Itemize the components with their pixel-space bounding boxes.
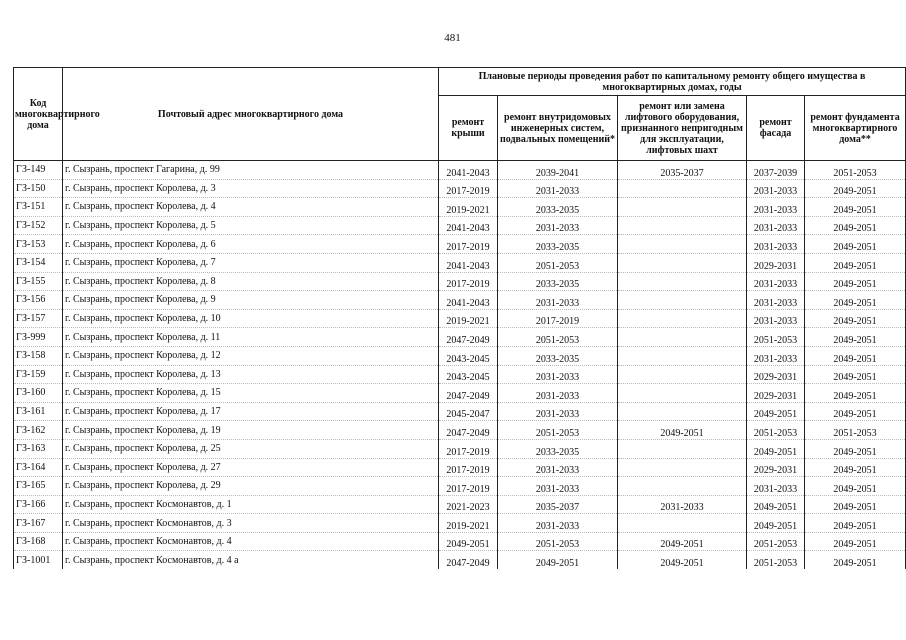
cell-code: ГЗ-158 [14, 346, 63, 365]
cell-address: г. Сызрань, проспект Королева, д. 25 [63, 439, 439, 458]
cell-address: г. Сызрань, проспект Королева, д. 29 [63, 477, 439, 496]
cell-engineering: 2033-2035 [498, 346, 618, 365]
cell-code: ГЗ-160 [14, 384, 63, 403]
cell-facade: 2031-2033 [747, 235, 805, 254]
cell-elevator: 2031-2033 [618, 495, 747, 514]
cell-foundation: 2049-2051 [805, 551, 906, 569]
cell-engineering: 2051-2053 [498, 253, 618, 272]
cell-elevator: 2049-2051 [618, 532, 747, 551]
cell-engineering: 2033-2035 [498, 272, 618, 291]
cell-foundation: 2049-2051 [805, 346, 906, 365]
table-row [14, 439, 906, 458]
cell-elevator [618, 477, 747, 496]
table-row [14, 272, 906, 291]
cell-roof: 2019-2021 [439, 198, 498, 217]
table-row [14, 291, 906, 310]
cell-address: г. Сызрань, проспект Гагарина, д. 99 [63, 161, 439, 180]
cell-elevator: 2035-2037 [618, 161, 747, 180]
cell-address: г. Сызрань, проспект Королева, д. 7 [63, 253, 439, 272]
cell-elevator [618, 402, 747, 421]
cell-elevator: 2049-2051 [618, 421, 747, 440]
cell-code: ГЗ-161 [14, 402, 63, 421]
cell-address: г. Сызрань, проспект Королева, д. 9 [63, 291, 439, 310]
table-row [14, 458, 906, 477]
column-header-foundation: ремонт фундамента многоквартирного дома** [805, 96, 906, 161]
column-header-address: Почтовый адрес многоквартирного дома [63, 68, 439, 161]
column-header-code: Код многоквартирного дома [14, 68, 63, 161]
cell-elevator [618, 328, 747, 347]
cell-foundation: 2049-2051 [805, 291, 906, 310]
table-row [14, 253, 906, 272]
cell-facade: 2031-2033 [747, 477, 805, 496]
table-row [14, 551, 906, 569]
cell-engineering: 2031-2033 [498, 514, 618, 533]
cell-roof: 2041-2043 [439, 291, 498, 310]
cell-address: г. Сызрань, проспект Королева, д. 17 [63, 402, 439, 421]
cell-roof: 2017-2019 [439, 458, 498, 477]
cell-code: ГЗ-164 [14, 458, 63, 477]
cell-roof: 2041-2043 [439, 253, 498, 272]
table-row [14, 402, 906, 421]
cell-facade: 2049-2051 [747, 402, 805, 421]
cell-code: ГЗ-166 [14, 495, 63, 514]
cell-elevator [618, 309, 747, 328]
cell-roof: 2047-2049 [439, 551, 498, 569]
cell-foundation: 2051-2053 [805, 421, 906, 440]
cell-elevator [618, 179, 747, 198]
cell-engineering: 2033-2035 [498, 439, 618, 458]
column-header-elevator: ремонт или замена лифтового оборудования, признанного непригодным для эксплуатации, лифтовых шахт [618, 96, 747, 161]
cell-roof: 2049-2051 [439, 532, 498, 551]
cell-elevator [618, 272, 747, 291]
cell-engineering: 2051-2053 [498, 328, 618, 347]
cell-facade: 2031-2033 [747, 291, 805, 310]
table-row [14, 421, 906, 440]
cell-roof: 2041-2043 [439, 216, 498, 235]
cell-foundation: 2049-2051 [805, 402, 906, 421]
cell-facade: 2049-2051 [747, 514, 805, 533]
cell-address: г. Сызрань, проспект Королева, д. 3 [63, 179, 439, 198]
cell-code: ГЗ-150 [14, 179, 63, 198]
cell-elevator [618, 439, 747, 458]
cell-roof: 2043-2045 [439, 346, 498, 365]
column-header-facade: ремонт фасада [747, 96, 805, 161]
cell-facade: 2051-2053 [747, 551, 805, 569]
cell-facade: 2029-2031 [747, 384, 805, 403]
cell-elevator [618, 384, 747, 403]
table-header [14, 68, 906, 161]
cell-facade: 2031-2033 [747, 346, 805, 365]
cell-foundation: 2049-2051 [805, 253, 906, 272]
cell-elevator: 2049-2051 [618, 551, 747, 569]
cell-roof: 2047-2049 [439, 384, 498, 403]
cell-foundation: 2049-2051 [805, 272, 906, 291]
cell-address: г. Сызрань, проспект Космонавтов, д. 4 а [63, 551, 439, 569]
cell-address: г. Сызрань, проспект Королева, д. 10 [63, 309, 439, 328]
cell-code: ГЗ-167 [14, 514, 63, 533]
cell-facade: 2029-2031 [747, 253, 805, 272]
cell-address: г. Сызрань, проспект Королева, д. 12 [63, 346, 439, 365]
cell-roof: 2017-2019 [439, 477, 498, 496]
cell-roof: 2021-2023 [439, 495, 498, 514]
cell-foundation: 2049-2051 [805, 328, 906, 347]
cell-code: ГЗ-154 [14, 253, 63, 272]
cell-engineering: 2031-2033 [498, 216, 618, 235]
cell-address: г. Сызрань, проспект Королева, д. 4 [63, 198, 439, 217]
cell-foundation: 2049-2051 [805, 458, 906, 477]
cell-address: г. Сызрань, проспект Королева, д. 27 [63, 458, 439, 477]
cell-roof: 2041-2043 [439, 161, 498, 180]
cell-facade: 2029-2031 [747, 458, 805, 477]
table-row [14, 477, 906, 496]
table-row [14, 328, 906, 347]
cell-address: г. Сызрань, проспект Королева, д. 11 [63, 328, 439, 347]
cell-foundation: 2051-2053 [805, 161, 906, 180]
cell-facade: 2031-2033 [747, 198, 805, 217]
cell-address: г. Сызрань, проспект Королева, д. 8 [63, 272, 439, 291]
table-row [14, 198, 906, 217]
cell-foundation: 2049-2051 [805, 384, 906, 403]
cell-address: г. Сызрань, проспект Королева, д. 6 [63, 235, 439, 254]
cell-roof: 2017-2019 [439, 179, 498, 198]
cell-foundation: 2049-2051 [805, 309, 906, 328]
cell-engineering: 2051-2053 [498, 421, 618, 440]
cell-code: ГЗ-155 [14, 272, 63, 291]
cell-code: ГЗ-152 [14, 216, 63, 235]
cell-address: г. Сызрань, проспект Космонавтов, д. 4 [63, 532, 439, 551]
cell-foundation: 2049-2051 [805, 439, 906, 458]
table-row [14, 532, 906, 551]
table-row [14, 365, 906, 384]
cell-foundation: 2049-2051 [805, 514, 906, 533]
cell-facade: 2049-2051 [747, 439, 805, 458]
cell-roof: 2045-2047 [439, 402, 498, 421]
table-row [14, 495, 906, 514]
cell-engineering: 2031-2033 [498, 179, 618, 198]
table-row [14, 161, 906, 180]
page-number: 481 [444, 32, 461, 44]
cell-facade: 2031-2033 [747, 216, 805, 235]
cell-elevator [618, 365, 747, 384]
cell-code: ГЗ-156 [14, 291, 63, 310]
cell-code: ГЗ-159 [14, 365, 63, 384]
cell-address: г. Сызрань, проспект Королева, д. 13 [63, 365, 439, 384]
cell-foundation: 2049-2051 [805, 179, 906, 198]
table-row [14, 179, 906, 198]
cell-elevator [618, 514, 747, 533]
cell-code: ГЗ-1001 [14, 551, 63, 569]
cell-elevator [618, 198, 747, 217]
cell-engineering: 2033-2035 [498, 198, 618, 217]
table-row [14, 309, 906, 328]
cell-facade: 2051-2053 [747, 421, 805, 440]
cell-engineering: 2017-2019 [498, 309, 618, 328]
cell-address: г. Сызрань, проспект Королева, д. 15 [63, 384, 439, 403]
cell-roof: 2017-2019 [439, 235, 498, 254]
table-row [14, 384, 906, 403]
cell-address: г. Сызрань, проспект Королева, д. 19 [63, 421, 439, 440]
cell-foundation: 2049-2051 [805, 495, 906, 514]
cell-facade: 2029-2031 [747, 365, 805, 384]
cell-facade: 2051-2053 [747, 532, 805, 551]
cell-address: г. Сызрань, проспект Космонавтов, д. 3 [63, 514, 439, 533]
column-header-roof: ремонт крыши [439, 96, 498, 161]
cell-foundation: 2049-2051 [805, 532, 906, 551]
cell-code: ГЗ-153 [14, 235, 63, 254]
cell-engineering: 2039-2041 [498, 161, 618, 180]
cell-engineering: 2031-2033 [498, 458, 618, 477]
cell-engineering: 2051-2053 [498, 532, 618, 551]
table-body [14, 161, 906, 570]
cell-roof: 2047-2049 [439, 421, 498, 440]
cell-code: ГЗ-999 [14, 328, 63, 347]
cell-facade: 2037-2039 [747, 161, 805, 180]
cell-roof: 2043-2045 [439, 365, 498, 384]
cell-engineering: 2031-2033 [498, 402, 618, 421]
cell-code: ГЗ-162 [14, 421, 63, 440]
cell-roof: 2017-2019 [439, 439, 498, 458]
cell-roof: 2019-2021 [439, 514, 498, 533]
cell-foundation: 2049-2051 [805, 216, 906, 235]
cell-engineering: 2031-2033 [498, 384, 618, 403]
capital-repair-schedule-table [13, 67, 906, 569]
cell-roof: 2047-2049 [439, 328, 498, 347]
cell-engineering: 2031-2033 [498, 291, 618, 310]
cell-foundation: 2049-2051 [805, 235, 906, 254]
cell-roof: 2017-2019 [439, 272, 498, 291]
cell-engineering: 2049-2051 [498, 551, 618, 569]
cell-code: ГЗ-149 [14, 161, 63, 180]
cell-address: г. Сызрань, проспект Королева, д. 5 [63, 216, 439, 235]
column-group-header-periods: Плановые периоды проведения работ по капитальному ремонту общего имущества в многоквартирных домах, годы [439, 68, 906, 96]
cell-roof: 2019-2021 [439, 309, 498, 328]
cell-engineering: 2033-2035 [498, 235, 618, 254]
cell-elevator [618, 253, 747, 272]
cell-address: г. Сызрань, проспект Космонавтов, д. 1 [63, 495, 439, 514]
column-header-engineering: ремонт внутридомовых инженерных систем, подвальных помещений* [498, 96, 618, 161]
cell-engineering: 2035-2037 [498, 495, 618, 514]
cell-elevator [618, 346, 747, 365]
cell-elevator [618, 291, 747, 310]
cell-code: ГЗ-157 [14, 309, 63, 328]
cell-code: ГЗ-163 [14, 439, 63, 458]
cell-facade: 2031-2033 [747, 309, 805, 328]
cell-elevator [618, 216, 747, 235]
cell-elevator [618, 235, 747, 254]
cell-engineering: 2031-2033 [498, 365, 618, 384]
cell-code: ГЗ-151 [14, 198, 63, 217]
cell-facade: 2031-2033 [747, 179, 805, 198]
cell-foundation: 2049-2051 [805, 477, 906, 496]
cell-engineering: 2031-2033 [498, 477, 618, 496]
cell-facade: 2031-2033 [747, 272, 805, 291]
cell-foundation: 2049-2051 [805, 365, 906, 384]
cell-code: ГЗ-165 [14, 477, 63, 496]
cell-facade: 2051-2053 [747, 328, 805, 347]
table-row [14, 346, 906, 365]
cell-code: ГЗ-168 [14, 532, 63, 551]
cell-foundation: 2049-2051 [805, 198, 906, 217]
table-row [14, 514, 906, 533]
table-row [14, 235, 906, 254]
cell-facade: 2049-2051 [747, 495, 805, 514]
cell-elevator [618, 458, 747, 477]
table-row [14, 216, 906, 235]
